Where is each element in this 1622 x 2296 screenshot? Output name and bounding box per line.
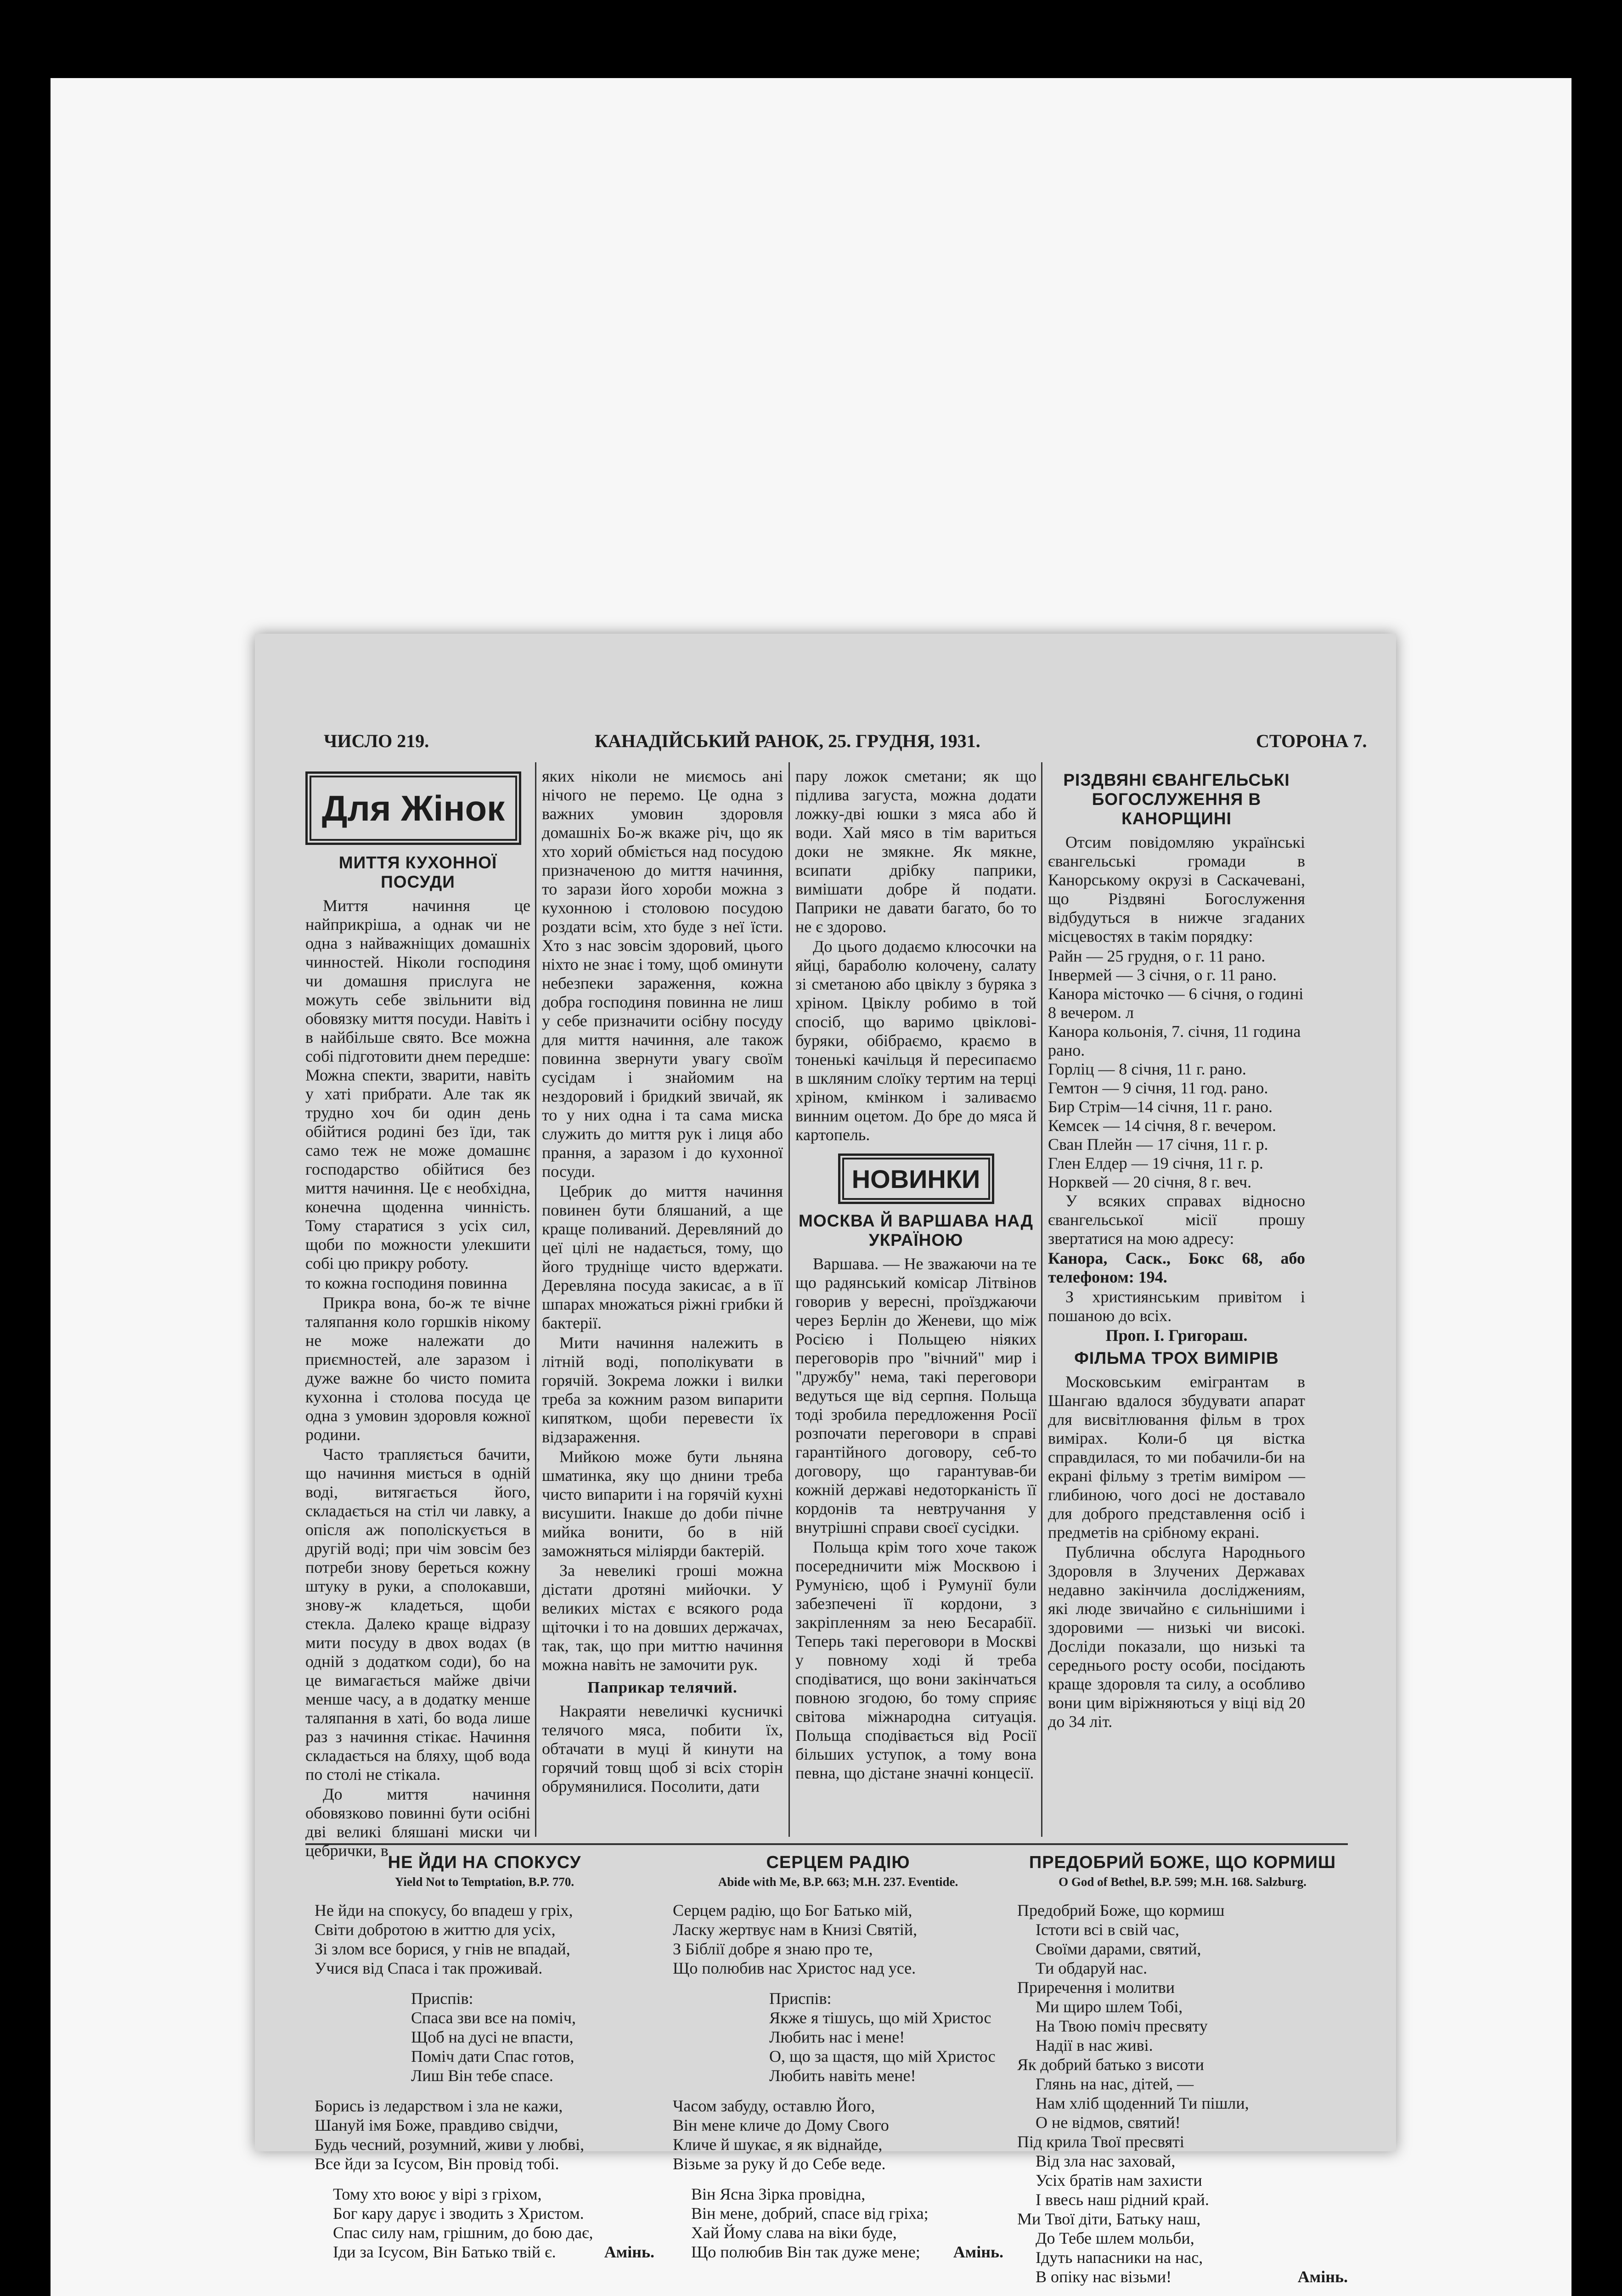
paragraph: Публична обслуга Народнього Здоровля в Злучених Державах недавно закінчила досліджениям, які люде звичайно є сильнішими і здоровими — низькі чи високі. Досліди показали, що низькі та середнього росту особи, посідають краще здоровля та силу, а особливо вони цим віріжняються у віці від 20 до 34 літ. bbox=[1048, 1543, 1305, 1731]
hymn-line: Зі злом все борися, у гнів не впадай, bbox=[315, 1940, 570, 1958]
hymn-line: Якже я тішусь, що мій Христос bbox=[769, 2009, 991, 2027]
hymn-line: Візьме за руку й до Себе веде. bbox=[673, 2155, 886, 2173]
paragraph: До миття начиння обовязково повинні бути осібні дві великі бляшані миски чи цебрички, в bbox=[305, 1785, 530, 1860]
hymn-line: Він Ясна Зірка провідна, bbox=[691, 2185, 866, 2203]
column-4 bbox=[1048, 767, 1305, 1837]
hymn-1 bbox=[315, 1853, 654, 2262]
paragraph: З християнським привітом і пошаною до всіх. bbox=[1048, 1288, 1305, 1325]
hymn-amen: Амінь. bbox=[604, 2243, 654, 2261]
hymn-line: Надії в нас живі. bbox=[1036, 2036, 1153, 2054]
paragraph: Мити начиння належить в літній воді, пополікувати в горячій. Зокрема ложки і вилки треба за кожним разом випарити кипятком, щоби перевести їх відзараження. bbox=[542, 1334, 783, 1446]
hymn-line: Приспів: bbox=[769, 1989, 832, 2008]
schedule-item: Норквей — 20 січня, 8 г. веч. bbox=[1048, 1173, 1252, 1191]
schedule-item: Канора місточко — 6 січня, о годині 8 вечером. л bbox=[1048, 985, 1304, 1022]
hymn-line: Серцем радію, що Бог Батько мій, bbox=[673, 1901, 912, 1919]
schedule-item: Райн — 25 грудня, о г. 11 рано. bbox=[1048, 947, 1266, 965]
paragraph: пару ложок сметани; як що підлива загуста, можна додати ложку-дві юшки з мяса або й води. Хай мясо в тім вариться доки не змякне. Як мякне, всипати дрібку паприки, вимішати добре й подати. Паприки не давати багато, бо то не є здорово. bbox=[795, 767, 1036, 936]
newspaper-page bbox=[255, 634, 1396, 2286]
news-banner-wrap bbox=[838, 1154, 994, 1204]
hymn-line: Щоб на дусі не впасти, bbox=[411, 2028, 574, 2046]
hymn-line: На Твою поміч пресвяту bbox=[1036, 2017, 1208, 2035]
hymn-line: О, що за щастя, що мій Христос bbox=[769, 2047, 996, 2065]
hymn-line: Спаса зви все на поміч, bbox=[411, 2009, 576, 2027]
column-3 bbox=[795, 767, 1036, 1837]
hymn-line: Своїми дарами, святий, bbox=[1036, 1940, 1201, 1958]
article-title-dishwashing: МИТТЯ КУХОННОЇ ПОСУДИ bbox=[338, 853, 497, 891]
column-rule-3 bbox=[1041, 762, 1042, 1837]
hymn-line: Поміч дати Спас готов, bbox=[411, 2047, 574, 2065]
paragraph: Мийкою може бути льняна шматинка, яку що днини треба чисто випарити і на горячій кухні висушити. Інакше до доби пічне мийка вонити, бо в ній заможняться міліярди бактерій. bbox=[542, 1447, 783, 1560]
hymn-line: Ми щиро шлем Тобі, bbox=[1036, 1998, 1183, 2016]
paragraph: Цебрик до миття начиння повинен бути бляшаний, а ще краще поливаний. Деревляний до цеї цілі не надається, тому, що його трудніще чисто вдержати. Деревляна посуда закисає, а в її шпарах множаться ріжні грибки й бактерії. bbox=[542, 1182, 783, 1332]
article-title-christmas-services: РІЗДВЯНІ ЄВАНГЕЛЬСЬКІ БОГОСЛУЖЕННЯ В КАНОРЩИНІ bbox=[1063, 771, 1290, 828]
hymn-line: Ми Твої діти, Батьку наш, bbox=[1017, 2210, 1201, 2228]
hymn-line: Предобрий Боже, що кормиш bbox=[1017, 1901, 1225, 1919]
hymn-subtitle: O God of Bethel, B.P. 599; M.H. 168. Salzburg. bbox=[1059, 1875, 1307, 1889]
hymn-title: НЕ ЙДИ НА СПОКУСУ bbox=[388, 1853, 581, 1872]
service-schedule bbox=[1048, 947, 1305, 1192]
hymn-line: Він мене кличе до Дому Свого bbox=[673, 2116, 889, 2134]
paragraph: Накраяти невеличкі кусничкі телячого мяса, побити їх, обтачати в муці й кинути на горячий товщ щоб зі всіх сторін обрумянилися. Посолити, дати bbox=[542, 1702, 783, 1795]
paragraph: Польща крім того хоче також посередничити між Москвою і Румунією, щоб і Румунії були забезпечені її кордони, з закріпленням за нею Бесарабії. Теперь такі переговори в Москві у повному ході й треба сподіватися, що вони закінчаться повною згодою, бо тому сприяє світова міжнародна ситуація. Польща сподівається від Росії більших уступок, а тому вона певна, що дістане значні концесії. bbox=[795, 1538, 1036, 1782]
hymn-line: З Біблії добре я знаю про те, bbox=[673, 1940, 873, 1958]
hymn-line: До Тебе шлем мольби, bbox=[1036, 2229, 1194, 2247]
hymn-line: Бог кару дарує і зводить з Христом. bbox=[333, 2204, 584, 2223]
paragraph: Московським емігрантам в Шангаю вдалося збудувати апарат для висвітлювання фільм в трох вимірах. Коли-б ця вістка справдилася, то ми побачили-би на екрані фільму з третім виміром — глибиною, чого досі не доставало для доброго представлення осіб і предметів на срібному екрані. bbox=[1048, 1373, 1305, 1542]
paragraph: Часто трапляється бачити, що начиння миється в одній воді, витягається його, складається на стіл чи лавку, а опісля аж пополіскується в другій воді; при чім зовсім без потреби знову береться кожну штуку в руки, а сполокавши, знову-ж кладеться, щоби стекла. Далеко краще відразу мити посуду в двох водах (в одній з додатком соди), бо на це вимагається майже двічи менше часу, а в додатку менше таляпання в хаті, бо вода лише раз з начиння стікає. Начиння складається на бляху, щоб вода по столі не стікала. bbox=[305, 1445, 530, 1784]
article-title-3d-film: ФІЛЬМА ТРОХ ВИМІРІВ bbox=[1074, 1349, 1279, 1367]
paragraph: то кожна господиня повинна bbox=[305, 1274, 507, 1292]
schedule-item: Інвермей — 3 січня, о г. 11 рано. bbox=[1048, 966, 1277, 984]
hymn-line: Будь чесний, розумний, живи у любві, bbox=[315, 2135, 585, 2154]
hymn-line: В опіку нас візьми! bbox=[1036, 2268, 1172, 2286]
schedule-item: Кемсек — 14 січня, 8 г. вечером. bbox=[1048, 1116, 1276, 1135]
issue-number: ЧИСЛО 219. bbox=[324, 731, 429, 751]
hymn-line: Борись із ледарством і зла не кажи, bbox=[315, 2097, 563, 2115]
hymn-line: Світи добротою в життю для усіх, bbox=[315, 1920, 556, 1939]
hymn-line: Любить нас і мене! bbox=[769, 2028, 905, 2046]
women-section-banner: Для Жінок bbox=[305, 771, 521, 845]
paragraph: Прикра вона, бо-ж те вічне таляпання коло горшків нікому не може належати до приємностей, але заразом і дуже важне бо чисто помита кухонна і столова посуда це одна з умовин здоровля кожної родини. bbox=[305, 1294, 530, 1444]
hymn-line: Під крила Твої пресвяті bbox=[1017, 2133, 1184, 2151]
paragraph: За невеликі гроші можна дістати дротяні мийочки. У великих містах є всякого рода щіточки і то на довших держачах, так, так, що при миттю начиння можна навіть не замочити рук. bbox=[542, 1561, 783, 1674]
news-banner: НОВИНКИ bbox=[838, 1154, 994, 1204]
hymn-line: О не відмов, святий! bbox=[1036, 2113, 1181, 2132]
schedule-item: Сван Плейн — 17 січня, 11 г. р. bbox=[1048, 1135, 1268, 1154]
hymn-title: СЕРЦЕМ РАДІЮ bbox=[766, 1853, 910, 1872]
hymn-line: Ідуть напасники на нас, bbox=[1036, 2248, 1203, 2267]
hymn-line: Лиш Він тебе спасе. bbox=[411, 2066, 553, 2085]
masthead: КАНАДІЙСЬКИЙ РАНОК, 25. ГРУДНЯ, 1931. bbox=[595, 731, 980, 751]
hymn-amen: Амінь. bbox=[1297, 2268, 1348, 2286]
hymn-line: Він мене, добрий, спасе від гріха; bbox=[691, 2204, 929, 2223]
page-number: СТОРОНА 7. bbox=[1256, 731, 1367, 751]
hymn-line: Не йди на спокусу, бо впадеш у гріх, bbox=[315, 1901, 573, 1919]
hymn-line: Приречення і молитви bbox=[1017, 1978, 1175, 1997]
hymn-line: Шануй імя Боже, правдиво свідчи, bbox=[315, 2116, 558, 2134]
hymn-line: Любить навіть мене! bbox=[769, 2066, 916, 2085]
hymn-line: Часом забуду, оставлю Його, bbox=[673, 2097, 875, 2115]
paragraph: У всяких справах відносно євангельської місії прошу звертатися на мою адресу: bbox=[1048, 1192, 1305, 1248]
hymn-line: Учися від Спаса і так проживай. bbox=[315, 1959, 543, 1977]
hymn-line: Іди за Ісусом, Він Батько твій є. bbox=[333, 2243, 556, 2261]
hymn-3 bbox=[1017, 1853, 1348, 2286]
hymn-line: Від зла нас заховай, bbox=[1036, 2152, 1176, 2170]
recipe-title: Паприкар телячий. bbox=[587, 1678, 738, 1696]
hymn-line: Усіх братів нам захисти bbox=[1036, 2171, 1202, 2189]
contact-address: Канора, Саск., Бокс 68, або телефоном: 194. bbox=[1048, 1249, 1305, 1286]
schedule-item: Горліц — 8 січня, 11 г. рано. bbox=[1048, 1060, 1246, 1078]
hymn-line: Що полюбив нас Христос над усе. bbox=[673, 1959, 916, 1977]
article-title-moscow-warsaw: МОСКВА Й ВАРШАВА НАД УКРАЇНОЮ bbox=[799, 1211, 1033, 1249]
hymn-line: Спас силу нам, грішним, до бою дає, bbox=[333, 2223, 593, 2242]
hymn-line: Ти обдаруй нас. bbox=[1036, 1959, 1148, 1977]
hymn-line: Що полюбив Він так дуже мене; bbox=[691, 2243, 920, 2261]
paragraph: Отсим повідомляю українські євангельські громади в Канорському окрузі в Саскачевані, що Різдвяні Богослуження відбудуться в нижче згаданих місцевостях в такім порядку: bbox=[1048, 833, 1305, 945]
hymn-line: І ввесь наш рідний край. bbox=[1036, 2190, 1209, 2209]
hymn-line: Істоти всі в свій час, bbox=[1036, 1920, 1179, 1939]
paragraph: До цього додаємо клюсочки на яйці, бараболю колочену, салату зі сметаною або цвіклу з буряка з хріном. Цвіклу робимо в той спосіб, що варимо цвіклові-буряки, обібраємо, краємо в тоненькі качільця й пересипаємо в шкляним слоїку тертим на терці хріном, кмінком і заливаємо винним оцетом. До бре до мяса й картопель. bbox=[795, 937, 1036, 1144]
paragraph: Варшава. — Не зважаючи на те що радянський комісар Літвінов говорив у вересні, проїзджаючи через Берлін до Женеви, що між Росією і Польщею ніяких переговорів про "вічний" мир і "дружбу" нема, такі переговори ведуться ще від серпня. Польща тоді зробила передложення Росії розпочати переговори в справі гарантійного договору, себ-то договору, що гарантував-би кожній державі недоторканість її кордонів та невтручання у внутрішні справи своєї сусідки. bbox=[795, 1255, 1036, 1536]
hymn-line: Ласку жертвує нам в Книзі Святій, bbox=[673, 1920, 918, 1939]
hymn-line: Нам хліб щоденний Ти пішли, bbox=[1036, 2094, 1249, 2112]
hymn-subtitle: Abide with Me, B.P. 663; M.H. 237. Eventide. bbox=[718, 1875, 958, 1889]
paragraph: яких ніколи не миємось ані нічого не перемо. Це одна з важних умовин здоровля домашніх Бо-ж вкаже річ, що як хто хорий обміється над посудою призначеною до миття начиння, то зарази його хороби можна з кухонною і столовою посудою роздати всім, хто буде з неї їсти. Хто з нас зовсім здоровий, цього ніхто не знає і тому, щоб оминути небезпеки зараження, кожна добра господиня повинна не лиш у себе призначити осібну посуду для миття начиння, але також повинна звернути увагу своїм сусідам і знайомим на нездоровий і бридкий звичай, як то у них одна і та сама миска служить до миття рук і лиця або прання, а заразом і до кухонної посуди. bbox=[542, 767, 783, 1181]
schedule-item: Бир Стрім—14 січня, 11 г. рано. bbox=[1048, 1097, 1273, 1116]
hymn-line: Кличе й шукає, я як віднайде, bbox=[673, 2135, 883, 2154]
column-2 bbox=[542, 767, 783, 1837]
hymn-line: Як добрий батько з висоти bbox=[1017, 2055, 1204, 2074]
hymn-line: Все йди за Ісусом, Він провід тобі. bbox=[315, 2155, 559, 2173]
schedule-item: Канора кольонія, 7. січня, 11 година рано. bbox=[1048, 1022, 1301, 1059]
hymn-line: Хай Йому слава на віки буде, bbox=[691, 2223, 897, 2242]
column-rule-2 bbox=[788, 762, 790, 1837]
signature: Проп. І. Григораш. bbox=[1105, 1326, 1248, 1345]
column-1 bbox=[305, 850, 530, 1860]
hymn-line: Глянь на нас, дітей, — bbox=[1036, 2075, 1194, 2093]
hymn-line: Тому хто воює у вірі з гріхом, bbox=[333, 2185, 542, 2203]
hymn-title: ПРЕДОБРИЙ БОЖЕ, ЩО КОРМИШ bbox=[1029, 1853, 1336, 1872]
schedule-item: Глен Елдер — 19 січня, 11 г. р. bbox=[1048, 1154, 1263, 1172]
hymn-line: Приспів: bbox=[411, 1989, 473, 2008]
column-rule-1 bbox=[535, 762, 536, 1837]
hymn-2 bbox=[673, 1853, 1003, 2262]
hymn-subtitle: Yield Not to Temptation, B.P. 770. bbox=[394, 1875, 574, 1889]
paragraph: Миття начиння це найприкріша, а однак чи не одна з найважніщих домашніх чинностей. Ніколи господиня чи домашня прислуга не можуть себе звільнити від обовязку миття посуди. Навіть і в найбільше свято. Все можна собі підготовити днем передше: Можна спекти, зварити, навіть у хаті прибрати. Але так як трудно хоч би один день обійтися родині без їди, так само теж не може домашнє господарство обійтися без миття начиння. Це є необхідна, конечна щоденна чинність. Тому старатися з усіх сил, щоби по можности улекшити собі цю прикру роботу. bbox=[305, 896, 530, 1272]
hymn-amen: Амінь. bbox=[953, 2243, 1003, 2261]
schedule-item: Гемтон — 9 січня, 11 год. рано. bbox=[1048, 1079, 1268, 1097]
